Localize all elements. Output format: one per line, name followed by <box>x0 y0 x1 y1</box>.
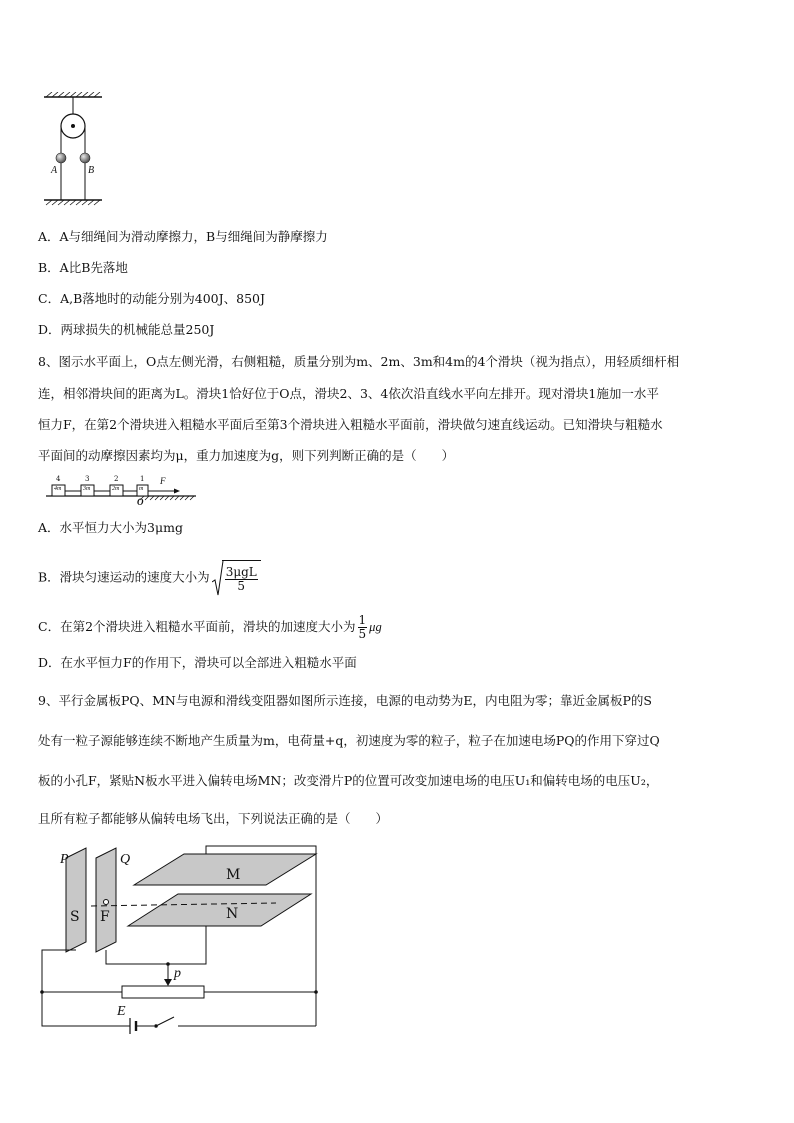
q9-stem-line-4: 且所有粒子都能够从偏转电场飞出，下列说法正确的是（ ） <box>38 811 389 826</box>
q8-option-c <box>38 610 382 644</box>
q8-stem-line-3: 恒力F，在第2个滑块进入粗糙水平面后至第3个滑块进入粗糙水平面前，滑块做匀速直线运动。已知滑块与粗糙水 <box>38 417 663 432</box>
q9-stem-line-1: 9、平行金属板PQ、MN与电源和滑线变阻器如图所示连接，电源的电动势为E，内电阻为零；靠近金属板P的S <box>38 693 652 708</box>
blocks-figure <box>44 474 200 504</box>
block-3-mass: 3m <box>83 486 91 492</box>
block-1-number: 1 <box>140 475 145 483</box>
q9-stem-line-2: 处有一粒子源能够连续不断地产生质量为m，电荷量+q，初速度为零的粒子，粒子在加速电场PQ的作用下穿过Q <box>38 733 660 748</box>
ball-b-label: B <box>88 165 95 176</box>
force-f-label: F <box>160 476 166 486</box>
pulley-figure <box>42 92 112 210</box>
q8-option-b-text: B．滑块匀速运动的速度大小为 <box>38 569 210 585</box>
q8-option-c-text: C．在第2个滑块进入粗糙水平面前，滑块的加速度大小为 <box>38 619 356 634</box>
plate-m-label: M <box>226 867 241 883</box>
q9-stem-line-3: 板的小孔F，紧贴N板水平进入偏转电场MN；改变滑片P的位置可改变加速电场的电压U₁和偏转电场的电压U₂， <box>38 773 659 788</box>
q8-option-c-suffix: μg <box>369 620 382 634</box>
point-s-label: S <box>70 909 80 925</box>
origin-o-label: O <box>137 497 144 507</box>
q8-stem-line-2: 连，相邻滑块间的距离为L。滑块1恰好位于O点，滑块2、3、4依次沿直线水平向左排开。现对滑块1施加一水平 <box>38 386 659 401</box>
q8-option-d: D．在水平恒力F的作用下，滑块可以全部进入粗糙水平面 <box>38 655 357 670</box>
plate-q-label: Q <box>120 852 131 867</box>
block-2-mass: 2m <box>112 486 120 492</box>
plate-p-label: P <box>60 852 69 867</box>
ball-a-label: A <box>51 165 58 176</box>
q7-option-c: C．A,B落地时的动能分别为400J、850J <box>38 291 265 306</box>
plate-n-label: N <box>226 906 239 922</box>
sqrt-expression <box>212 560 261 596</box>
slider-p-label: p <box>174 966 181 981</box>
block-2-number: 2 <box>114 475 119 483</box>
block-4-mass: 4m <box>54 486 62 492</box>
circuit-figure <box>36 840 326 1040</box>
q8-option-c-denominator: 5 <box>358 627 367 641</box>
q8-option-b-numerator: 3μgL <box>225 565 257 579</box>
q7-option-d: D．两球损失的机械能总量250J <box>38 322 215 337</box>
q8-stem-line-4: 平面间的动摩擦因素均为μ，重力加速度为g，则下列判断正确的是（ ） <box>38 448 455 463</box>
block-1-mass: m <box>139 486 144 492</box>
q8-stem-line-1: 8、图示水平面上，O点左侧光滑，右侧粗糙，质量分别为m、2m、3m和4m的4个滑块（视为指点），用轻质细杆相 <box>38 354 680 369</box>
ball-b <box>80 153 90 163</box>
q7-option-b: B．A比B先落地 <box>38 260 128 275</box>
q8-option-c-numerator: 1 <box>358 613 367 627</box>
source-e-label: E <box>117 1004 126 1019</box>
block-4-number: 4 <box>56 475 61 483</box>
q8-option-b-denominator: 5 <box>237 579 246 593</box>
q7-option-a: A．A与细绳间为滑动摩擦力，B与细绳间为静摩擦力 <box>38 229 328 244</box>
ball-a <box>56 153 66 163</box>
block-3-number: 3 <box>85 475 90 483</box>
point-f-label: F <box>100 909 110 925</box>
q8-option-b <box>38 560 261 596</box>
q8-option-a: A．水平恒力大小为3μmg <box>38 520 183 535</box>
